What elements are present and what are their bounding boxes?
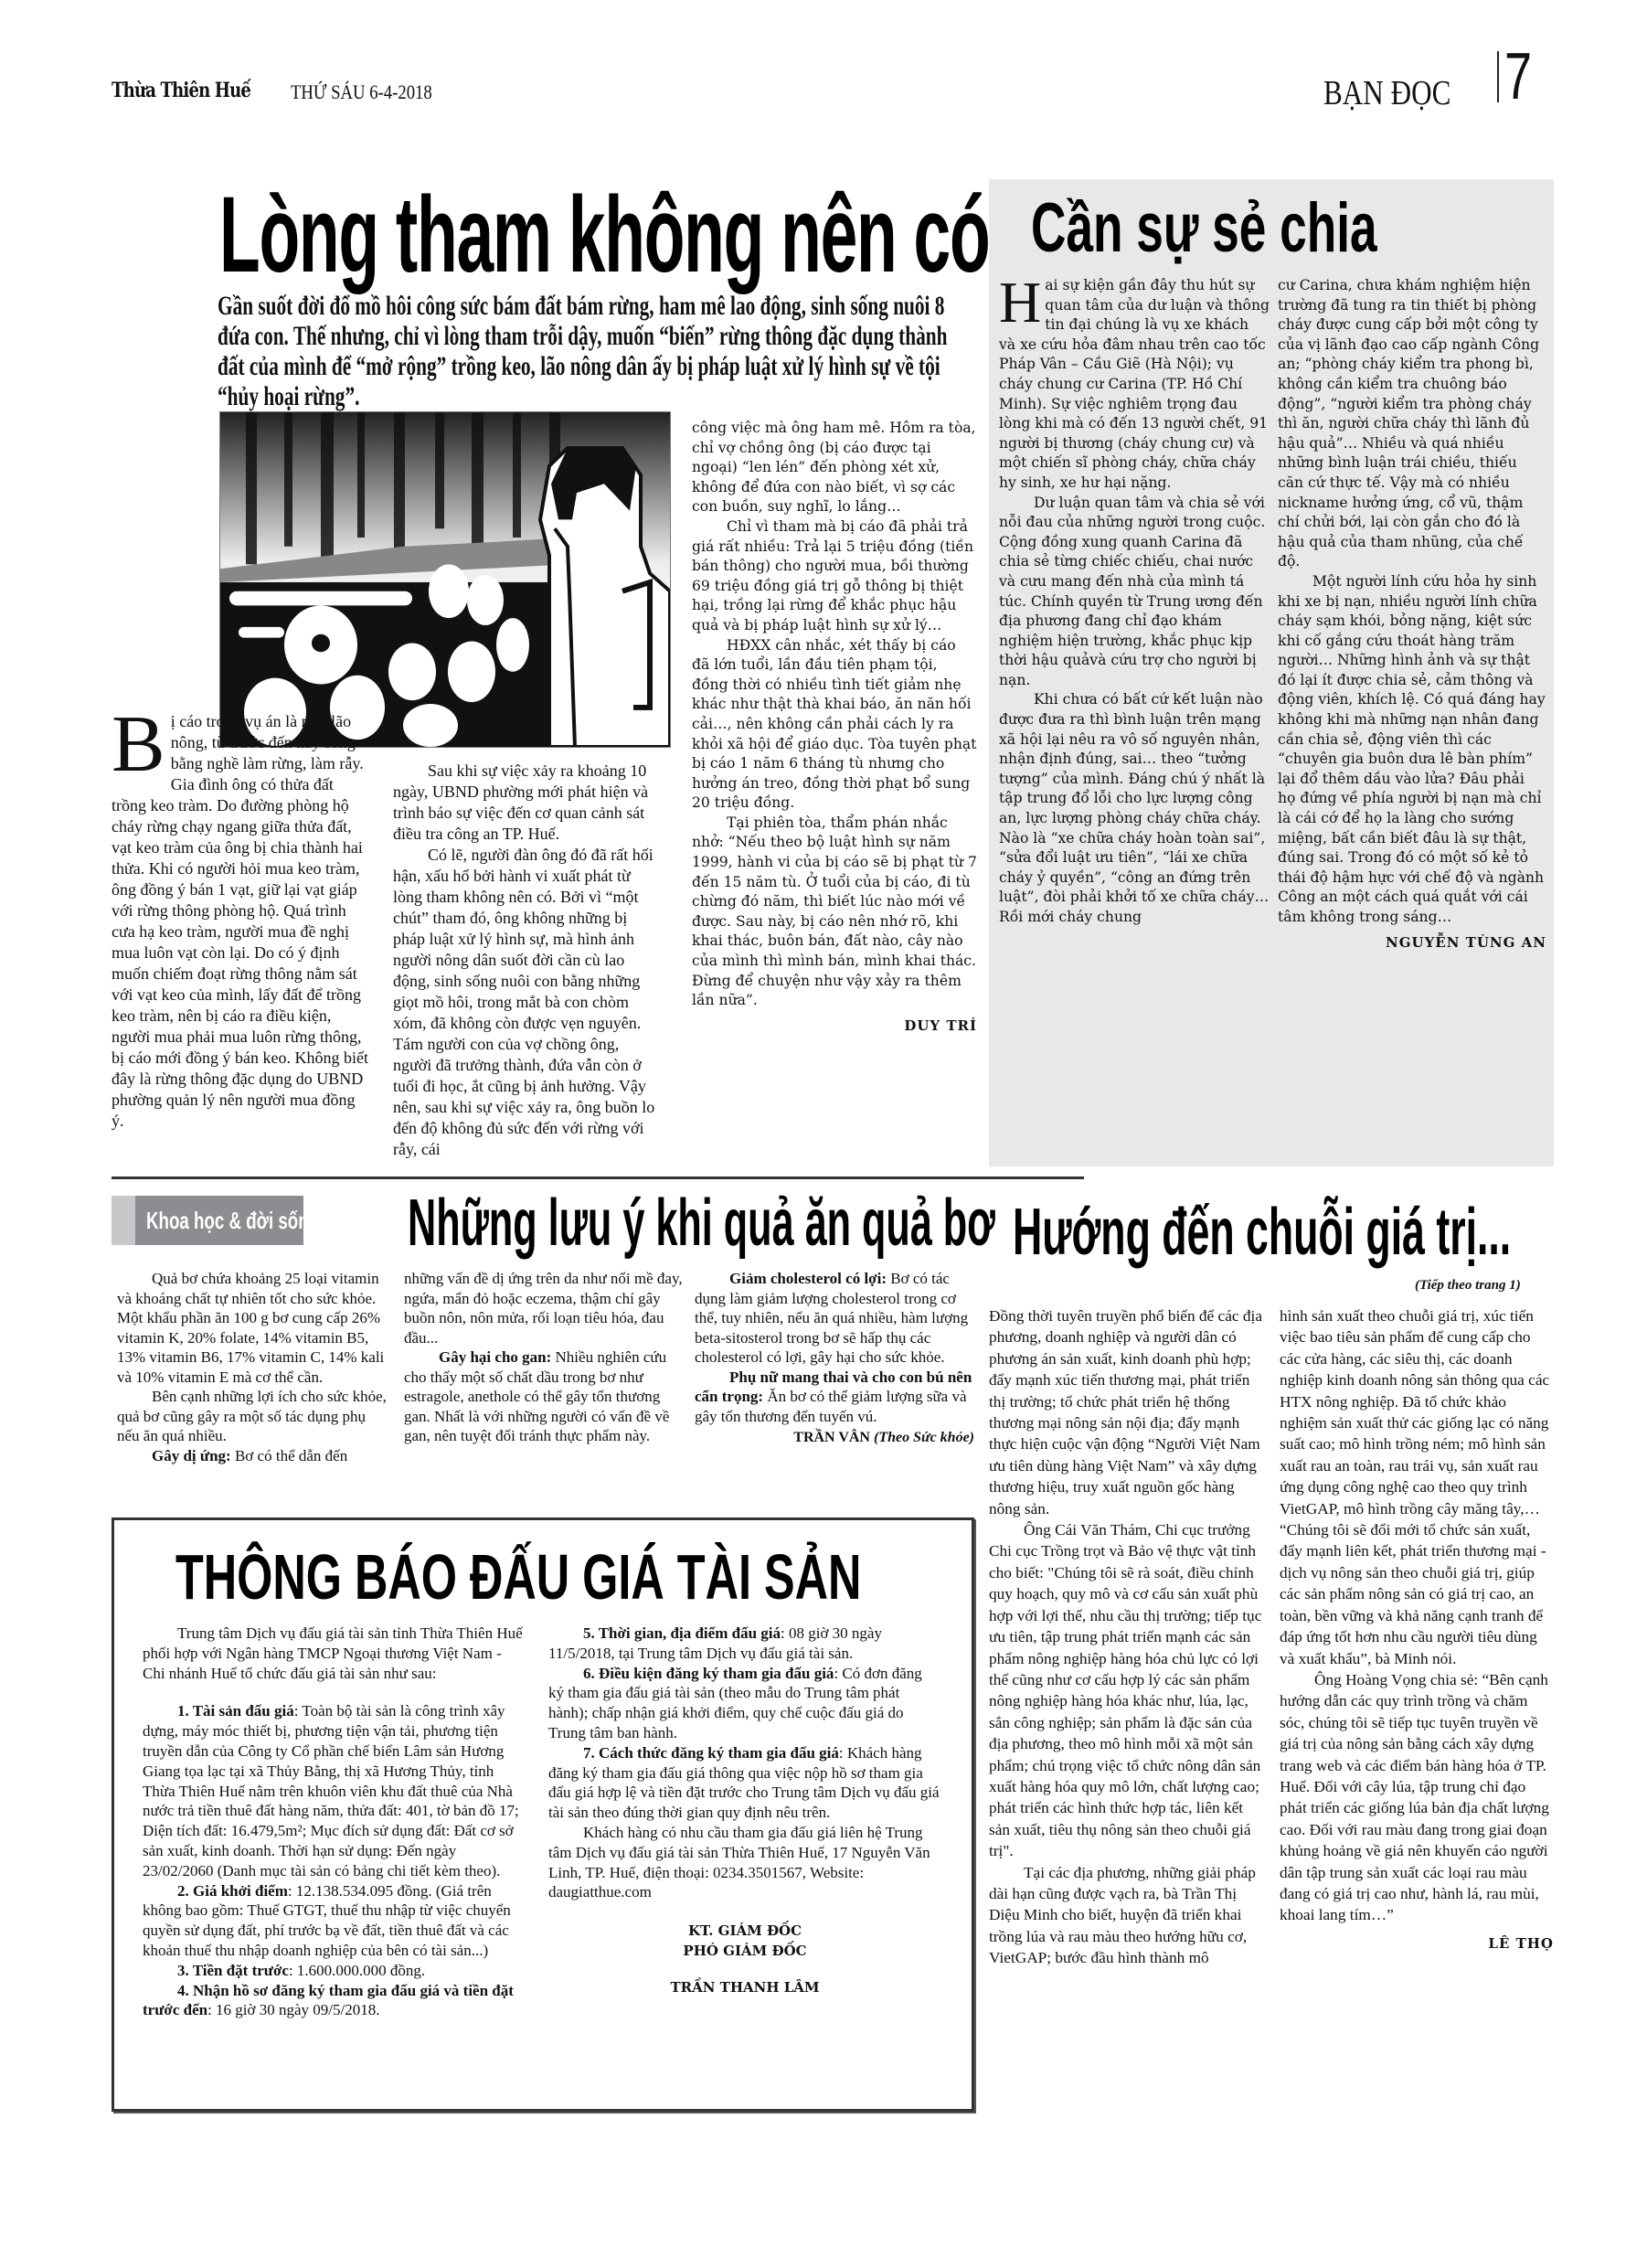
article-title-long-tham: Lòng tham không nên có bbox=[219, 175, 990, 295]
article1-paragraph: HĐXX cân nhắc, xét thấy bị cáo đã lớn tuổi, lần đầu tiên phạm tội, đồng thời có nhiều tình tiết giảm nhẹ khác như thật thà khai báo, ăn năn hối cải…, nên không cần phải cách ly ra khỏi xã hội để giáo dục. Tòa tuyên phạt bị cáo 1 năm 6 tháng tù nhưng cho hưởng án treo, đồng thời phạt bổ sung 20 triệu đồng. bbox=[692, 636, 977, 812]
article2-paragraph: Một người lính cứu hỏa hy sinh khi xe bị nạn, nhiều người lính chữa cháy sạm khói, bỏng nặng, kiệt sức khi cố gắng cứu thoát hàng trăm người… Những hình ảnh và sự thật đó lại ít được chia sẻ, cảm thông và động viên, khích lệ. Có quá đáng hay không khi mà những nạn nhân đang cần chia sẻ, động viên thì các “chuyên gia buôn dưa lê bàn phím” lại đổ thêm dầu vào lửa? Đâu phải họ đứng về phía người bị nạn mà chỉ là cái cớ để họ la làng cho sướng miệng, bất cần biết đâu là sự thật, đúng sai. Trong đó có một số kẻ tỏ thái độ hậm hực với chế độ và ngành Công an một cách quá quắt với cái tâm không trong sáng… bbox=[1278, 572, 1546, 925]
auction-notice-signature: KT. GIÁM ĐỐC PHÓ GIÁM ĐỐC TRẦN THANH LÂM bbox=[670, 1922, 820, 1996]
article-title-qua-bo: Những lưu ý khi quả ăn quả bơ bbox=[408, 1187, 995, 1260]
section-divider bbox=[112, 1177, 1084, 1179]
auction-notice-item: 6. Điều kiện đăng ký tham gia đấu giá: Có đơn đăng ký tham gia đấu giá tài sản (theo mẫu do Trung tâm phát hành); chấp nhận giá khởi điểm, quy chế cuộc đấu giá do Trung tâm ban hành. bbox=[548, 1664, 922, 1741]
kicker-label-accent bbox=[112, 1196, 135, 1245]
continued-note: (Tiếp theo trang 1) bbox=[1415, 1278, 1521, 1293]
article4-column-2 bbox=[1280, 1305, 1554, 1954]
article1-paragraph: Chỉ vì tham mà bị cáo đã phải trả giá rất nhiều: Trả lại 5 triệu đồng (tiền bán thông) cho người mua, bồi thường 69 triệu đồng giá trị gỗ thông bị thiệt hại, trồng lại rừng để khắc phục hậu quả và bị pháp luật hình sự xử lý… bbox=[692, 517, 974, 634]
article-title-can-su-se-chia: Cần sự sẻ chia bbox=[1031, 189, 1377, 267]
article3-column-3 bbox=[695, 1269, 974, 1448]
article1-column-3 bbox=[692, 419, 977, 1036]
section-name: BẠN ĐỌC bbox=[1323, 74, 1451, 112]
auction-notice-item: 5. Thời gian, địa điểm đấu giá: 08 giờ 30 ngày 11/5/2018, tại Trung tâm Dịch vụ đấu giá tài sản. bbox=[548, 1624, 882, 1662]
article3-paragraph: Gây hại cho gan: Nhiều nghiên cứu cho thấy một số chất dầu trong bơ như estragole, anethole có thể gây tổn thương gan. Nhất là với những người có vấn đề về gan, nên tuyệt đối tránh thực phẩm này. bbox=[404, 1348, 670, 1444]
dropcap-letter: B bbox=[112, 700, 165, 789]
article4-byline: LÊ THỌ bbox=[1488, 1934, 1554, 1952]
illustration-image bbox=[220, 412, 670, 747]
newspaper-name: Thừa Thiên Huế bbox=[112, 79, 251, 102]
auction-notice-item: 2. Giá khởi điểm: 12.138.534.095 đồng. (Giá trên không bao gồm: Thuế GTGT, thuế thu nhập từ việc chuyển quyền sử dụng đất, phí trước bạ về đất, tiền thuê đất và các khoản thuế thu nhập doanh nghiệp của bên có tài sản...) bbox=[143, 1881, 511, 1959]
article2-paragraph: Dư luận quan tâm và chia sẻ với nỗi đau của những người trong cuộc. Cộng đồng xung quanh Carina đã chia sẻ từng chiếc chiếu, chai nước và cưu mang đến nhà của mình tá túc. Chính quyền từ Trung ương đến địa phương đang chỉ đạo khám nghiệm hiện trường, khắc phục kịp thời hậu quảvà cứu trợ cho người bị nạn. bbox=[999, 494, 1266, 688]
auction-notice-column-2 bbox=[548, 1624, 941, 1997]
article4-paragraph: Tại các địa phương, những giải pháp dài hạn cũng được vạch ra, bà Trần Thị Diệu Minh cho biết, huyện đã triển khai trồng lúa và rau màu theo hướng hữu cơ, VietGAP; bước đầu hình thành mô bbox=[989, 1863, 1256, 1967]
article3-paragraph: Quả bơ chứa khoảng 25 loại vitamin và khoáng chất tự nhiên tốt cho sức khỏe. Một khẩu phần ăn 100 g bơ cung cấp 26% vitamin K, 20% folate, 14% vitamin B5, 13% vitamin B6, 17% vitamin C, 14% kali và 10% vitamin E mà cơ thể cần. bbox=[117, 1270, 385, 1386]
article3-paragraph: Giảm cholesterol có lợi: Bơ có tác dụng làm giảm lượng cholesterol trong cơ thể, tuy nhiên, nếu ăn quá nhiều, hàm lượng beta-sitosterol trong bơ sẽ hấp thụ các cholesterol có lợi, gây hại cho sức khỏe. bbox=[695, 1270, 969, 1366]
article3-paragraph: Gây dị ứng: Bơ có thể dẫn đến bbox=[152, 1446, 348, 1464]
article3-paragraph: Phụ nữ mang thai và cho con bú nên cẩn trọng: Ăn bơ có thể giảm lượng sữa và gây tổn thương đến tuyến vú. bbox=[695, 1368, 972, 1425]
auction-notice-title: THÔNG BÁO ĐẤU GIÁ TÀI SẢN bbox=[175, 1541, 862, 1613]
article4-paragraph: Đồng thời tuyên truyền phổ biến để các địa phương, doanh nghiệp và người dân có phương án sản xuất, kinh doanh phù hợp; đẩy mạnh xúc tiến thương mại, phát triển thị trường; tổ chức phát triển hệ thống thương mại nông sản nội địa; đẩy mạnh thực hiện cuộc vận động “Người Việt Nam ưu tiên dùng hàng Việt Nam” và xây dựng thương hiệu, truy xuất nguồn gốc hàng nông sản. bbox=[989, 1307, 1262, 1517]
page-number-divider bbox=[1497, 51, 1499, 102]
auction-notice-contact: Khách hàng có nhu cầu tham gia đấu giá liên hệ Trung tâm Dịch vụ đấu giá tài sản Thừa Thiên Huế, 17 Nguyễn Văn Linh, TP. Huế, điện thoại: 0234.3501567, Website: daugiatthue.com bbox=[548, 1823, 930, 1901]
issue-date: THỨ SÁU 6-4-2018 bbox=[291, 80, 432, 103]
article3-byline: TRẦN VÂN (Theo Sức khỏe) bbox=[793, 1430, 974, 1445]
article1-paragraph: công việc mà ông ham mê. Hôm ra tòa, chỉ vợ chồng ông (bị cáo được tại ngoại) “len lén” đến phòng xét xử, không để đứa con nào biết, vì sợ các con buồn, suy nghĩ, lo lắng… bbox=[692, 420, 976, 516]
auction-notice-item: 7. Cách thức đăng ký tham gia đấu giá: Khách hàng đăng ký tham gia đấu giá thông qua việc nộp hồ sơ tham gia đấu giá hợp lệ và tiền đặt trước cho Trung tâm Dịch vụ đấu giá tài sản theo đúng thời gian quy định nêu trên. bbox=[548, 1743, 940, 1822]
article4-paragraph: Ông Hoàng Vọng chia sẻ: “Bên cạnh hướng dẫn các quy trình trồng và chăm sóc, chúng tôi sẽ tiếp tục tuyên truyền về giá trị của nông sản bằng cách xây dựng trang web và các điểm bán hàng hóa ở TP. Huế. Đối với cây lúa, tập trung chỉ đạo phát triển các giống lúa bản địa chất lượng cao. Đối với rau màu đang trong giai đoạn khủng hoảng về giá nên khuyến cáo người dân tập trung sản xuất các loại rau màu đang có giá trị cao như, hành lá, rau mùi, khoai lang tím…” bbox=[1280, 1670, 1549, 1924]
article-title-chuoi-gia-tri: Hướng đến chuỗi giá trị... bbox=[1013, 1196, 1512, 1269]
article1-column-2 bbox=[393, 761, 660, 1160]
auction-notice-item: 4. Nhận hồ sơ đăng ký tham gia đấu giá và tiền đặt trước đến: 16 giờ 30 ngày 09/5/2018. bbox=[143, 1981, 514, 2019]
article1-byline: DUY TRÍ bbox=[904, 1017, 977, 1034]
illustration-logs-forest bbox=[219, 411, 671, 748]
auction-notice-intro: Trung tâm Dịch vụ đấu giá tài sản tỉnh Thừa Thiên Huế phối hợp với Ngân hàng TMCP Ngoại thương Việt Nam - Chi nhánh Huế tổ chức đấu giá tài sản như sau: bbox=[143, 1624, 523, 1682]
article3-paragraph: Bên cạnh những lợi ích cho sức khỏe, quả bơ cũng gây ra một số tác dụng phụ nếu ăn quá nhiều. bbox=[117, 1388, 387, 1444]
kicker-label: Khoa học & đời sống bbox=[146, 1207, 320, 1234]
article-sapo-long-tham: Gần suốt đời đổ mồ hôi công sức bám đất bám rừng, ham mê lao động, sinh sống nuôi 8 đứa con. Thế nhưng, chỉ vì lòng tham trỗi dậy, muốn “biến” rừng thông đặc dụng thành đất của mình để “mở rộng” trồng keo, lão nông dân ấy bị pháp luật xử lý hình sự về tội “hủy hoại rừng”. bbox=[218, 291, 948, 411]
page-number: 7 bbox=[1504, 40, 1533, 113]
article4-paragraph: Ông Cái Văn Thám, Chi cục trưởng Chi cục Trồng trọt và Bảo vệ thực vật tỉnh cho biết: "Chúng tôi sẽ rà soát, điều chỉnh quy hoạch, quy mô và cơ cấu sản xuất phù hợp với lợi thế, nhu cầu thị trường; tiếp tục ưu tiên, tập trung phát triển mạnh các sản phẩm nông nghiệp hàng hóa chủ lực có lợi thế cũng như cơ cấu hợp lý các sản phẩm nông nghiệp hàng hóa khác như, lúa, lạc, sắn công nghiệp; sản phẩm là đặc sản của địa phương, theo mô hình mỗi xã một sản phẩm; chú trọng việc tổ chức nông dân sản xuất hàng hóa quy mô lớn, chất lượng cao; phát triển các hình thức hợp tác, liên kết sản xuất, tiêu thụ nông sản theo chuỗi giá trị". bbox=[989, 1521, 1262, 1860]
article4-paragraph: hình sản xuất theo chuỗi giá trị, xúc tiến việc bao tiêu sản phẩm để cung cấp cho các cửa hàng, các siêu thị, các doanh nghiệp kinh doanh nông sản thông qua các HTX nông nghiệp. Đã tổ chức khảo nghiệm sản xuất thử các giống lạc có năng suất cao; mô hình trồng ném; mô hình sản xuất rau an toàn, rau trái vụ, sản xuất rau ứng dụng công nghệ cao theo quy trình VietGAP, mô hình trồng cây măng tây,… “Chúng tôi sẽ đổi mới tổ chức sản xuất, đẩy mạnh liên kết, phát triển thương mại - dịch vụ nông sản theo chuỗi giá trị, giúp các sản phẩm nông sản có giá trị cao, an toàn, bền vững và khả năng cạnh tranh để đáp ứng tốt hơn nhu cầu người tiêu dùng và xuất khẩu”, bà Minh nói. bbox=[1280, 1307, 1550, 1667]
article2-paragraph: ai sự kiện gần đây thu hút sự quan tâm của dư luận và thông tin đại chúng là vụ xe khách và xe cứu hỏa đâm nhau trên cao tốc Pháp Vân – Cầu Giẽ (Hà Nội); vụ cháy chung cư Carina (TP. Hồ Chí Minh). Sự việc nghiêm trọng đau lòng khi mà có đến 13 người chết, 91 người bị thương (cháy chung cư) và một chiến sĩ phòng cháy, chữa cháy hy sinh, xe hư hại nặng. bbox=[999, 277, 1270, 491]
article4-column-1 bbox=[989, 1305, 1265, 1969]
auction-notice-item: 1. Tài sản đấu giá: Toàn bộ tài sản là công trình xây dựng, máy móc thiết bị, phương tiện vận tải, phương tiện truyền dẫn của Công ty Cổ phần chế biến Lâm sản Hương Giang tọa lạc tại xã Thủy Bằng, thị xã Hương Thủy, tỉnh Thừa Thiên Huế nằm trên khuôn viên khu đất thuê của Nhà nước trả tiền thuê đất hàng năm, thửa đất: 401, tờ bản đồ 17; Diện tích đất: 16.479,5m²; Mục đích sử dụng đất: Đất cơ sở sản xuất, kinh doanh. Thời hạn sử dụng: Đến ngày 23/02/2060 (Danh mục tài sản có bảng chi tiết kèm theo). bbox=[143, 1702, 519, 1879]
article2-paragraph: Khi chưa có bất cứ kết luận nào được đưa ra thì bình luận trên mạng xã hội lại nêu ra vô số nguyên nhân, nhận định đúng, sai… theo “tưởng tượng” của mình. Đáng chú ý nhất là tập trung đổ lỗi cho lực lượng công an, lực lượng phòng cháy chữa cháy. Nào là “xe chữa cháy hoàn toàn sai”, “sửa đổi luật ưu tiên”, “lái xe chữa cháy ỷ quyền”, “công an đứng trên luật”, đòi phải khởi tố xe chữa cháy… Rồi mới cháy chung bbox=[999, 691, 1270, 925]
auction-notice-column-1 bbox=[143, 1624, 526, 2020]
article1-paragraph: Tại phiên tòa, thẩm phán nhắc nhở: “Nếu theo bộ luật hình sự năm 1999, hành vi của bị cáo sẽ bị phạt từ 7 đến 15 năm tù. Ở tuổi của bị cáo, đi tù chừng đó năm, thì biết lúc nào mới về được. Sau này, bị cáo nên nhớ rõ, khi khai thác, buôn bán, đất nào, cây nào của mình thì mình bán, mình khai thác. Đừng để chuyện như vậy xảy ra thêm lần nữa”. bbox=[692, 814, 977, 1009]
article2-byline: NGUYỄN TÙNG AN bbox=[1385, 933, 1546, 951]
article2-column-1 bbox=[999, 270, 1270, 928]
dropcap-letter: H bbox=[999, 270, 1042, 335]
article2-paragraph: cư Carina, chưa khám nghiệm hiện trường đã tung ra tin thiết bị phòng cháy được cung cấp bởi một công ty của vị lãnh đạo cao cấp ngành Công an; “phòng cháy kiểm tra phong bì, không cần kiểm tra chuông báo động”, “người kiểm tra phòng cháy thì ăn, người chữa cháy thì lãnh đủ hậu quả”… Nhiều và quá nhiều những bình luận trái chiều, thiếu căn cứ thực tế. Vậy mà có nhiều nickname hưởng ứng, cổ vũ, thậm chí chửi bới, lại còn gắn cho đó là hậu quả của tham nhũng, của chế độ. bbox=[1278, 277, 1540, 570]
article1-column-1 bbox=[112, 700, 370, 1132]
article1-paragraph: Có lẽ, người đàn ông đó đã rất hối hận, xấu hổ bởi hành vi xuất phát từ lòng tham không nên có. Bởi vì “một chút” tham đó, ông không những bị pháp luật xử lý hình sự, mà hình ảnh người nông dân suốt đời cần cù lao động, sinh sống nuôi con bằng những giọt mồ hôi, trong mắt bà con chòm xóm, đã không còn được vẹn nguyên. Tám người con của vợ chồng ông, người đã trưởng thành, đứa vẫn còn ở tuổi đi học, ắt cũng bị ảnh hưởng. Vậy nên, sau khi sự việc xảy ra, ông buồn lo đến độ không đủ sức đến với rừng với rẫy, cái bbox=[393, 846, 655, 1158]
article3-paragraph: những vấn đề dị ứng trên da như nổi mề đay, ngứa, mẩn đỏ hoặc eczema, thậm chí gây buồn nôn, nôn mửa, rối loạn tiêu hóa, đau đầu... bbox=[404, 1270, 683, 1347]
article1-paragraph: ị cáo trong vụ án là một lão nông, từ trước đến nay sống bằng nghề làm rừng, làm rẫy. Gia đình ông có thửa đất trồng keo tràm. Do đường phòng hộ cháy rừng chạy ngang giữa thửa đất, vạt keo tràm của ông bị chia thành hai thửa. Khi có người hỏi mua keo tràm, ông đồng ý bán 1 vạt, giữ lại vạt giáp với rừng thông phòng hộ. Quá trình cưa hạ keo tràm, người mua đề nghị mua luôn vạt còn lại. Do có ý định muốn chiếm đoạt rừng thông nằm sát với vạt keo của mình, lấy đất để trồng keo tràm, nên bị cáo ra điều kiện, người mua phải mua luôn rừng thông, bị cáo mới đồng ý bán keo. Không biết đây là rừng thông đặc dụng do UBND phường quản lý nên người mua đồng ý. bbox=[112, 712, 368, 1130]
article3-column-2 bbox=[404, 1269, 684, 1446]
article3-column-1 bbox=[117, 1269, 391, 1465]
auction-notice-item: 3. Tiền đặt trước: 1.600.000.000 đồng. bbox=[177, 1961, 426, 1979]
article1-paragraph: Sau khi sự việc xảy ra khoảng 10 ngày, UBND phường mới phát hiện và trình báo sự việc đến cơ quan cảnh sát điều tra công an TP. Huế. bbox=[393, 761, 649, 843]
article2-column-2 bbox=[1278, 276, 1546, 953]
